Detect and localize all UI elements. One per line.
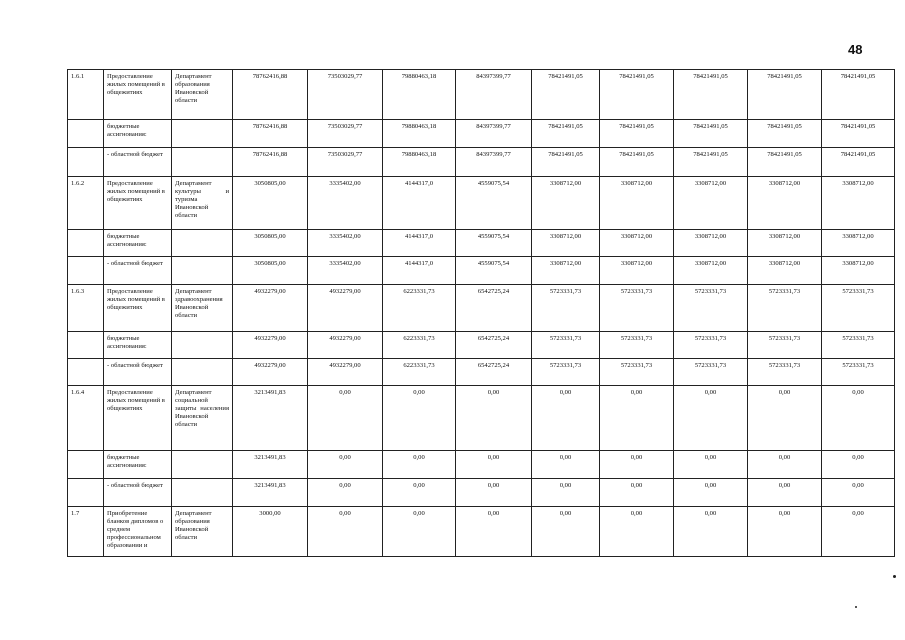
row-value: 4144317,0 [383,257,456,285]
row-code: 1.6.3 [68,285,104,332]
row-value: 78421491,05 [674,148,748,177]
row-value: 4559075,54 [456,257,532,285]
row-value: 5723331,73 [600,359,674,386]
row-code: 1.6.4 [68,386,104,451]
row-value: 0,00 [383,386,456,451]
row-name: бюджетные ассигнования: [104,451,172,479]
table-row [68,479,895,507]
row-value: 0,00 [674,451,748,479]
row-value: 3308712,00 [674,230,748,257]
row-value: 73503029,77 [308,148,383,177]
row-value: 84397399,77 [456,70,532,120]
row-value: 84397399,77 [456,148,532,177]
row-department [172,332,233,359]
row-value: 78421491,05 [674,70,748,120]
row-value: 5723331,73 [532,332,600,359]
row-value: 3213491,83 [233,479,308,507]
row-value: 4932279,00 [233,359,308,386]
row-code: 1.6.1 [68,70,104,120]
row-value: 3335402,00 [308,257,383,285]
row-name: бюджетные ассигнования: [104,230,172,257]
row-value: 3308712,00 [532,177,600,230]
row-value: 0,00 [822,386,895,451]
row-value: 5723331,73 [822,285,895,332]
row-value: 84397399,77 [456,120,532,148]
table-row [68,257,895,285]
row-value: 78421491,05 [674,120,748,148]
row-value: 0,00 [456,386,532,451]
row-name: Предоставление жилых помещений в общежитиях [104,177,172,230]
row-value: 6542725,24 [456,332,532,359]
row-name: Предоставление жилых помещений в общежитиях [104,386,172,451]
row-code [68,359,104,386]
row-name: Предоставление жилых помещений в общежитиях [104,70,172,120]
row-value: 6542725,24 [456,285,532,332]
row-value: 0,00 [748,479,822,507]
row-value: 78421491,05 [822,148,895,177]
row-department: Департамент образования Ивановской области [172,70,233,120]
row-value: 4932279,00 [308,285,383,332]
row-value: 5723331,73 [674,359,748,386]
table-row [68,148,895,177]
row-value: 5723331,73 [822,332,895,359]
row-value: 6223331,73 [383,285,456,332]
row-value: 3308712,00 [600,177,674,230]
row-code: 1.7 [68,507,104,557]
row-value: 78421491,05 [748,70,822,120]
row-value: 3308712,00 [674,177,748,230]
row-value: 3050805,00 [233,257,308,285]
row-value: 4559075,54 [456,177,532,230]
row-value: 0,00 [383,451,456,479]
row-name: Приобретение бланков дипломов о среднем профессиональном образовании и [104,507,172,557]
row-name: бюджетные ассигнования: [104,332,172,359]
row-code [68,230,104,257]
row-value: 0,00 [600,479,674,507]
row-value: 0,00 [456,451,532,479]
row-name: - областной бюджет [104,479,172,507]
row-value: 5723331,73 [532,359,600,386]
table-row [68,359,895,386]
table-row [68,386,895,451]
row-department: Департамент социальной защиты населения Ивановской области [172,386,233,451]
row-value: 6223331,73 [383,332,456,359]
row-value: 0,00 [456,507,532,557]
row-value: 3308712,00 [748,257,822,285]
row-value: 0,00 [456,479,532,507]
row-value: 5723331,73 [748,285,822,332]
row-department: Департамент образования Ивановской области [172,507,233,557]
row-value: 0,00 [532,451,600,479]
row-code [68,451,104,479]
row-value: 3308712,00 [748,177,822,230]
row-value: 0,00 [308,479,383,507]
row-value: 79880463,18 [383,120,456,148]
row-value: 3308712,00 [822,177,895,230]
row-value: 3335402,00 [308,230,383,257]
scan-speck [893,575,896,578]
row-value: 5723331,73 [600,332,674,359]
row-value: 5723331,73 [674,332,748,359]
budget-table [67,69,895,557]
page-number: 48 [848,42,863,57]
table-row [68,507,895,557]
row-value: 78421491,05 [532,70,600,120]
row-value: 3308712,00 [600,230,674,257]
row-value: 0,00 [532,507,600,557]
row-value: 73503029,77 [308,70,383,120]
table-row [68,285,895,332]
row-value: 3308712,00 [822,230,895,257]
budget-table-body [68,70,895,557]
row-value: 4144317,0 [383,177,456,230]
table-row [68,332,895,359]
row-value: 78421491,05 [532,148,600,177]
row-value: 0,00 [308,451,383,479]
row-value: 0,00 [600,451,674,479]
row-value: 5723331,73 [748,332,822,359]
row-value: 78421491,05 [600,120,674,148]
row-value: 78421491,05 [822,120,895,148]
row-value: 78762416,88 [233,70,308,120]
row-value: 0,00 [822,479,895,507]
row-value: 78421491,05 [822,70,895,120]
row-value: 3213491,83 [233,451,308,479]
table-row [68,230,895,257]
row-value: 4932279,00 [308,359,383,386]
table-row [68,70,895,120]
row-department: Департамент здравоохранения Ивановской области [172,285,233,332]
row-department [172,257,233,285]
row-value: 0,00 [674,479,748,507]
row-value: 0,00 [383,507,456,557]
row-value: 3308712,00 [674,257,748,285]
row-value: 0,00 [748,451,822,479]
row-department [172,148,233,177]
row-department [172,451,233,479]
table-row [68,451,895,479]
row-value: 3000,00 [233,507,308,557]
row-value: 78421491,05 [600,70,674,120]
row-value: 5723331,73 [822,359,895,386]
row-value: 3308712,00 [748,230,822,257]
row-code [68,257,104,285]
row-value: 79880463,18 [383,70,456,120]
row-code: 1.6.2 [68,177,104,230]
row-value: 3308712,00 [532,257,600,285]
row-department [172,230,233,257]
row-value: 0,00 [532,479,600,507]
row-value: 3308712,00 [600,257,674,285]
row-value: 3308712,00 [822,257,895,285]
row-value: 6542725,24 [456,359,532,386]
row-name: - областной бюджет [104,257,172,285]
row-name: Предоставление жилых помещений в общежитиях [104,285,172,332]
row-name: - областной бюджет [104,148,172,177]
row-value: 0,00 [308,386,383,451]
row-name: бюджетные ассигнования: [104,120,172,148]
row-value: 3213491,83 [233,386,308,451]
row-value: 78421491,05 [532,120,600,148]
table-row [68,177,895,230]
row-department [172,359,233,386]
row-value: 0,00 [532,386,600,451]
row-value: 5723331,73 [748,359,822,386]
row-code [68,332,104,359]
row-value: 3308712,00 [532,230,600,257]
row-value: 78762416,88 [233,120,308,148]
row-value: 78762416,88 [233,148,308,177]
row-value: 4559075,54 [456,230,532,257]
row-value: 0,00 [308,507,383,557]
row-value: 4144317,0 [383,230,456,257]
row-value: 0,00 [383,479,456,507]
row-value: 0,00 [674,507,748,557]
row-value: 4932279,00 [233,285,308,332]
row-value: 6223331,73 [383,359,456,386]
row-value: 0,00 [600,386,674,451]
row-department: Департамент культуры и туризма Ивановской области [172,177,233,230]
row-value: 5723331,73 [674,285,748,332]
row-name: - областной бюджет [104,359,172,386]
row-value: 73503029,77 [308,120,383,148]
row-department [172,479,233,507]
row-value: 0,00 [822,507,895,557]
row-value: 5723331,73 [532,285,600,332]
row-value: 78421491,05 [748,120,822,148]
row-value: 3050805,00 [233,177,308,230]
row-value: 78421491,05 [748,148,822,177]
row-value: 78421491,05 [600,148,674,177]
row-code [68,148,104,177]
row-code [68,479,104,507]
row-value: 0,00 [674,386,748,451]
row-value: 0,00 [748,507,822,557]
row-value: 0,00 [600,507,674,557]
row-value: 0,00 [822,451,895,479]
row-value: 0,00 [748,386,822,451]
row-value: 5723331,73 [600,285,674,332]
row-value: 4932279,00 [233,332,308,359]
table-row [68,120,895,148]
row-code [68,120,104,148]
scan-speck [855,606,857,608]
row-value: 3050805,00 [233,230,308,257]
row-value: 4932279,00 [308,332,383,359]
row-value: 79880463,18 [383,148,456,177]
row-value: 3335402,00 [308,177,383,230]
row-department [172,120,233,148]
